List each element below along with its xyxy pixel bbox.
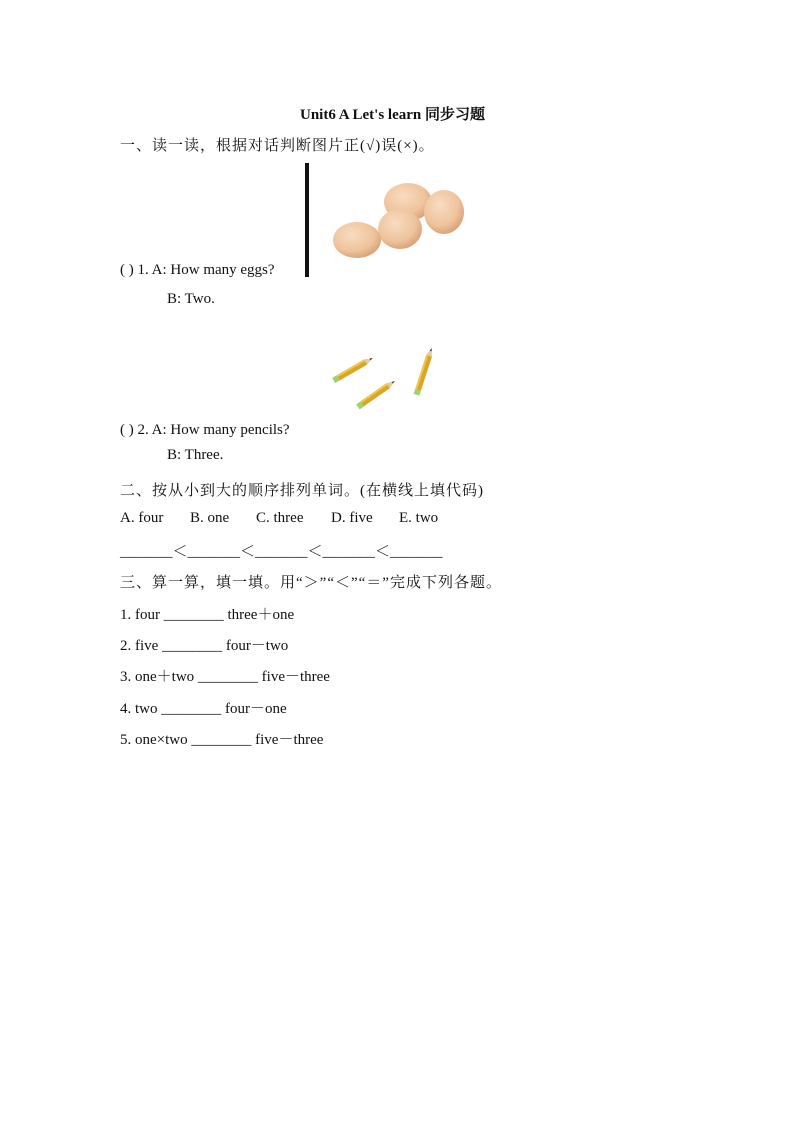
egg-3: [378, 209, 422, 249]
option-b: B. one: [190, 510, 230, 526]
q2-question: ( ) 2. A: How many pencils?: [120, 422, 290, 438]
divider-bar: [305, 163, 309, 277]
page-title: Unit6 A Let's learn 同步习题: [300, 107, 486, 123]
ordering-blanks: _______＜_______＜_______＜_______＜_______: [120, 544, 443, 560]
option-a: A. four: [120, 510, 164, 526]
pencil-3: [414, 347, 435, 395]
egg-2: [424, 190, 464, 234]
compare-item-5: 5. one×two ________ five－three: [120, 732, 324, 748]
compare-item-3: 3. one＋two ________ five－three: [120, 669, 330, 685]
section-2-heading: 二、按从小到大的顺序排列单词。(在横线上填代码): [120, 483, 484, 499]
eggs-image: [328, 176, 473, 266]
pencils-image: [330, 340, 440, 410]
q1-answer: B: Two.: [167, 291, 215, 307]
compare-item-4: 4. two ________ four－one: [120, 701, 287, 717]
section-1-heading: 一、读一读，根据对话判断图片正(√)误(×)。: [120, 138, 435, 154]
option-e: E. two: [399, 510, 439, 526]
q1-question: ( ) 1. A: How many eggs?: [120, 262, 275, 278]
option-c: C. three: [256, 510, 304, 526]
q2-answer: B: Three.: [167, 447, 224, 463]
option-d: D. five: [331, 510, 373, 526]
compare-item-1: 1. four ________ three＋one: [120, 607, 295, 623]
pencil-1: [332, 355, 374, 383]
compare-item-2: 2. five ________ four－two: [120, 638, 289, 654]
pencil-2: [356, 379, 396, 410]
egg-4: [333, 222, 381, 258]
section-3-heading: 三、算一算，填一填。用“＞”“＜”“＝”完成下列各题。: [120, 575, 502, 591]
